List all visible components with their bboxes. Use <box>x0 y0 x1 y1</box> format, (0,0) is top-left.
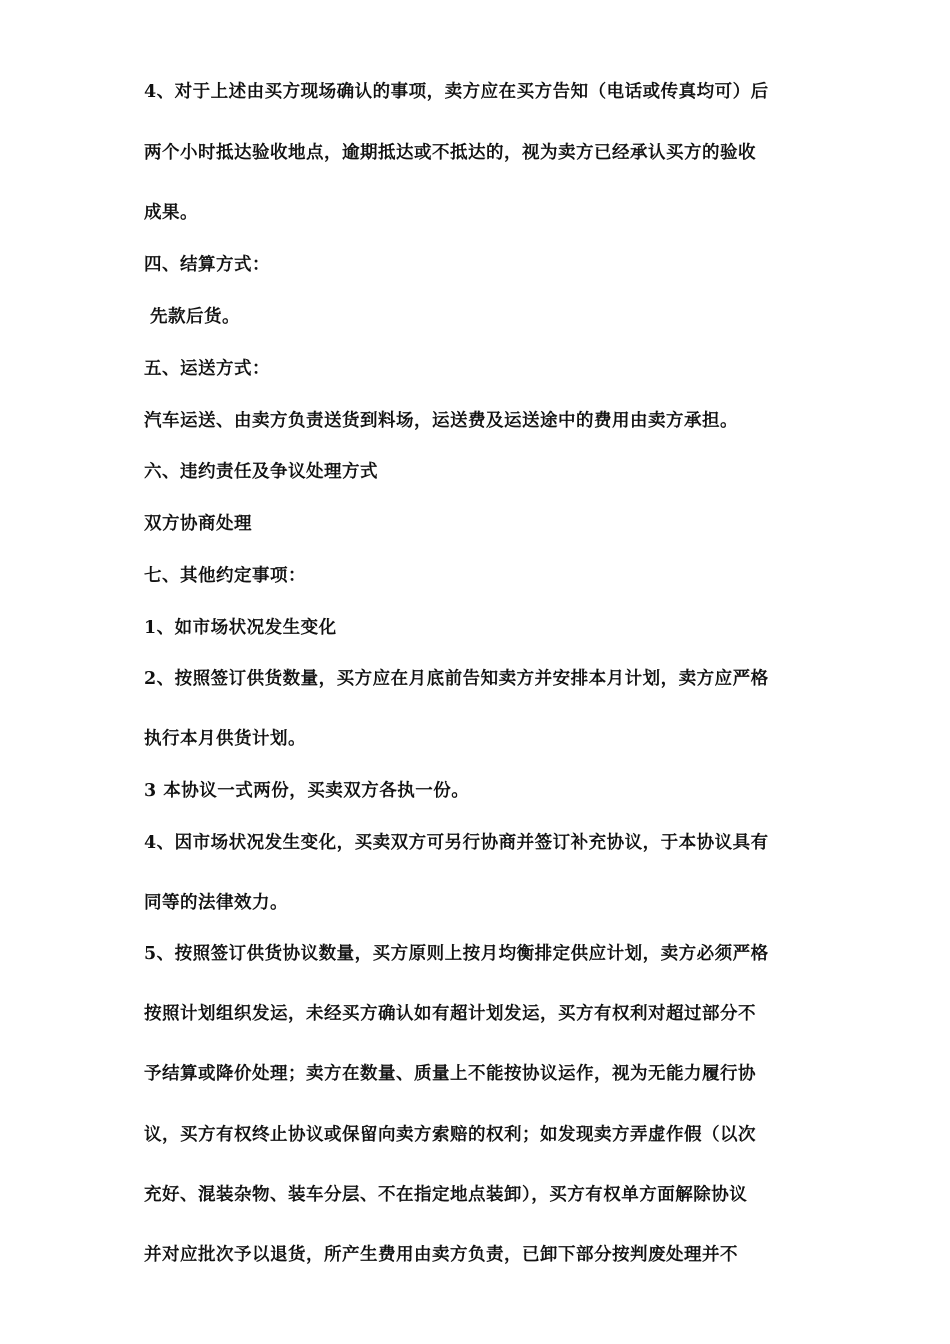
section-heading-transport: 五、运送方式： <box>144 359 270 379</box>
transport-text: 汽车运送、由卖方负责送货到料场，运送费及运送途中的费用由卖方承担。 <box>144 411 738 431</box>
breach-text: 双方协商处理 <box>144 514 252 534</box>
other-item-5-line-2: 按照计划组织发运，未经买方确认如有超计划发运，买方有权利对超过部分不 <box>144 1004 756 1024</box>
other-item-3: 3 本协议一式两份，买卖双方各执一份。 <box>144 781 470 801</box>
settlement-text: 先款后货。 <box>150 307 240 327</box>
other-item-5-line-1: 5、按照签订供货协议数量，买方原则上按月均衡排定供应计划，卖方必须严格 <box>144 944 769 964</box>
other-item-5-line-6: 并对应批次予以退货，所产生费用由卖方负责，已卸下部分按判废处理并不 <box>144 1245 738 1265</box>
clause-3-4-line-2: 两个小时抵达验收地点，逾期抵达或不抵达的，视为卖方已经承认买方的验收 <box>144 143 756 163</box>
clause-3-4-line-3: 成果。 <box>144 203 198 223</box>
other-item-1: 1、如市场状况发生变化 <box>144 618 337 638</box>
other-item-4-line-2: 同等的法律效力。 <box>144 893 288 913</box>
other-item-2-line-2: 执行本月供货计划。 <box>144 729 306 749</box>
other-item-5-line-4: 议，买方有权终止协议或保留向卖方索赔的权利；如发现卖方弄虚作假（以次 <box>144 1125 756 1145</box>
clause-3-4-line-1: 4、对于上述由买方现场确认的事项，卖方应在买方告知（电话或传真均可）后 <box>144 82 769 102</box>
other-item-5-line-3: 予结算或降价处理；卖方在数量、质量上不能按协议运作，视为无能力履行协 <box>144 1064 756 1084</box>
other-item-2-line-1: 2、按照签订供货数量，买方应在月底前告知卖方并安排本月计划，卖方应严格 <box>144 669 769 689</box>
other-item-5-line-5: 充好、混装杂物、装车分层、不在指定地点装卸），买方有权单方面解除协议 <box>144 1185 748 1205</box>
other-item-4-line-1: 4、因市场状况发生变化，买卖双方可另行协商并签订补充协议，于本协议具有 <box>144 833 769 853</box>
section-heading-breach: 六、违约责任及争议处理方式 <box>144 462 378 482</box>
section-heading-other: 七、其他约定事项： <box>144 566 306 586</box>
section-heading-settlement: 四、结算方式： <box>144 255 270 275</box>
